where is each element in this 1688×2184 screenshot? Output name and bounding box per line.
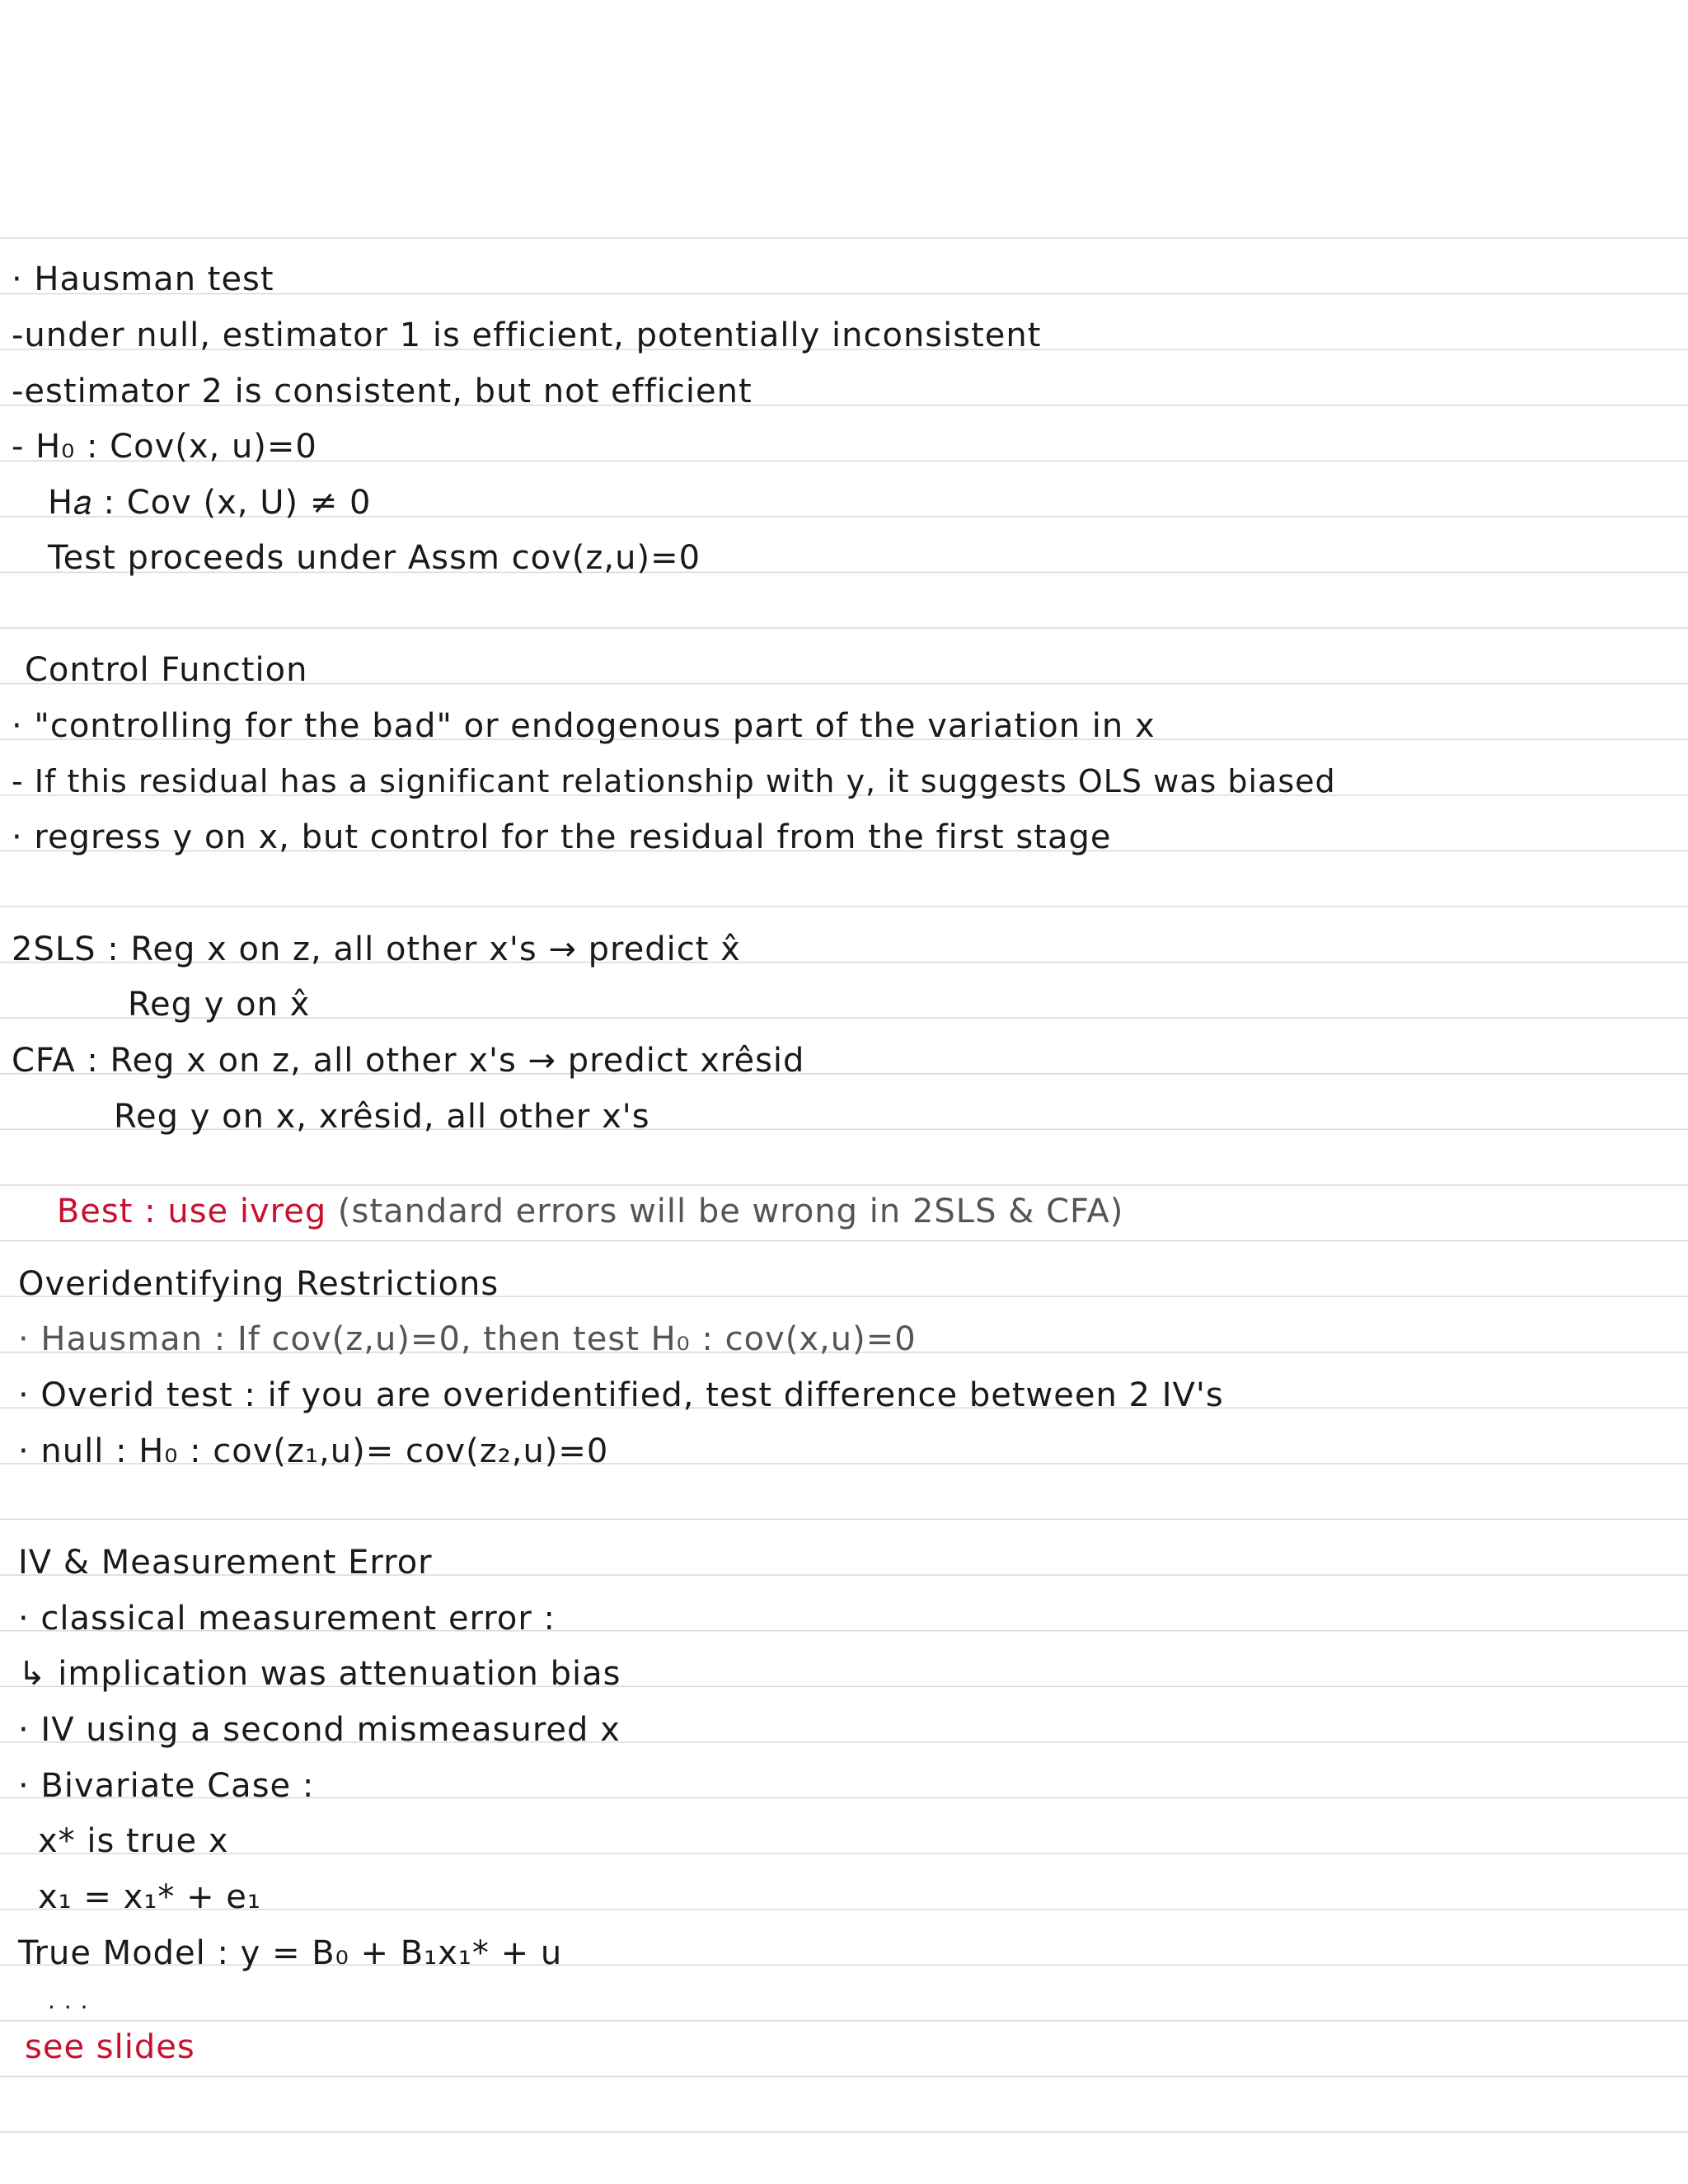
measurement-line-4: · Bivariate Case : <box>18 1767 315 1805</box>
measurement-ellipsis: . . . <box>48 1987 89 2014</box>
see-slides-note: see slides <box>25 2028 195 2066</box>
method-2sls-line-1: 2SLS : Reg x on z, all other x's → predict x̂ <box>12 930 741 968</box>
hausman-line-1: -under null, estimator 1 is efficient, potentially inconsistent <box>12 316 1042 354</box>
best-label: Best : use ivreg <box>56 1193 327 1230</box>
overid-title: Overidentifying Restrictions <box>18 1265 499 1303</box>
measurement-line-7: True Model : y = B₀ + B₁x₁* + u <box>18 1934 563 1972</box>
measurement-line-5: x* is true x <box>38 1822 229 1860</box>
control-line-3: · regress y on x, but control for the residual from the first stage <box>12 818 1112 856</box>
measurement-title: IV & Measurement Error <box>18 1544 433 1582</box>
hausman-line-4: H𝑎 : Cov (x, U) ≠ 0 <box>48 484 372 522</box>
overid-line-2: · Overid test : if you are overidentified, test difference between 2 IV's <box>18 1376 1224 1414</box>
best-detail: (standard errors will be wrong in 2SLS & CFA) <box>326 1193 1124 1230</box>
control-line-2: - If this residual has a significant relationship with y, it suggests OLS was biased <box>12 763 1336 799</box>
measurement-line-1: · classical measurement error : <box>18 1600 556 1638</box>
best-note <box>12 1152 1123 1271</box>
overid-line-3: · null : H₀ : cov(z₁,u)= cov(z₂,u)=0 <box>18 1432 609 1470</box>
hausman-line-5: Test proceeds under Assm cov(z,u)=0 <box>48 539 701 577</box>
hausman-line-2: -estimator 2 is consistent, but not efficient <box>12 373 753 410</box>
hausman-title: · Hausman test <box>12 260 274 298</box>
control-title: Control Function <box>25 651 308 689</box>
measurement-line-2: ↳ implication was attenuation bias <box>18 1655 621 1693</box>
measurement-line-3: · IV using a second mismeasured x <box>18 1711 621 1749</box>
control-line-1: · "controlling for the bad" or endogenous part of the variation in x <box>12 707 1156 745</box>
hausman-line-3: - H₀ : Cov(x, u)=0 <box>12 428 317 466</box>
method-cfa-line-1: CFA : Reg x on z, all other x's → predict xrêsid <box>12 1042 805 1080</box>
measurement-line-6: x₁ = x₁* + e₁ <box>38 1878 261 1916</box>
method-cfa-line-2: Reg y on x, xrêsid, all other x's <box>114 1098 650 1136</box>
method-2sls-line-2: Reg y on x̂ <box>128 986 311 1024</box>
overid-line-1: · Hausman : If cov(z,u)=0, then test H₀ : cov(x,u)=0 <box>18 1320 917 1358</box>
